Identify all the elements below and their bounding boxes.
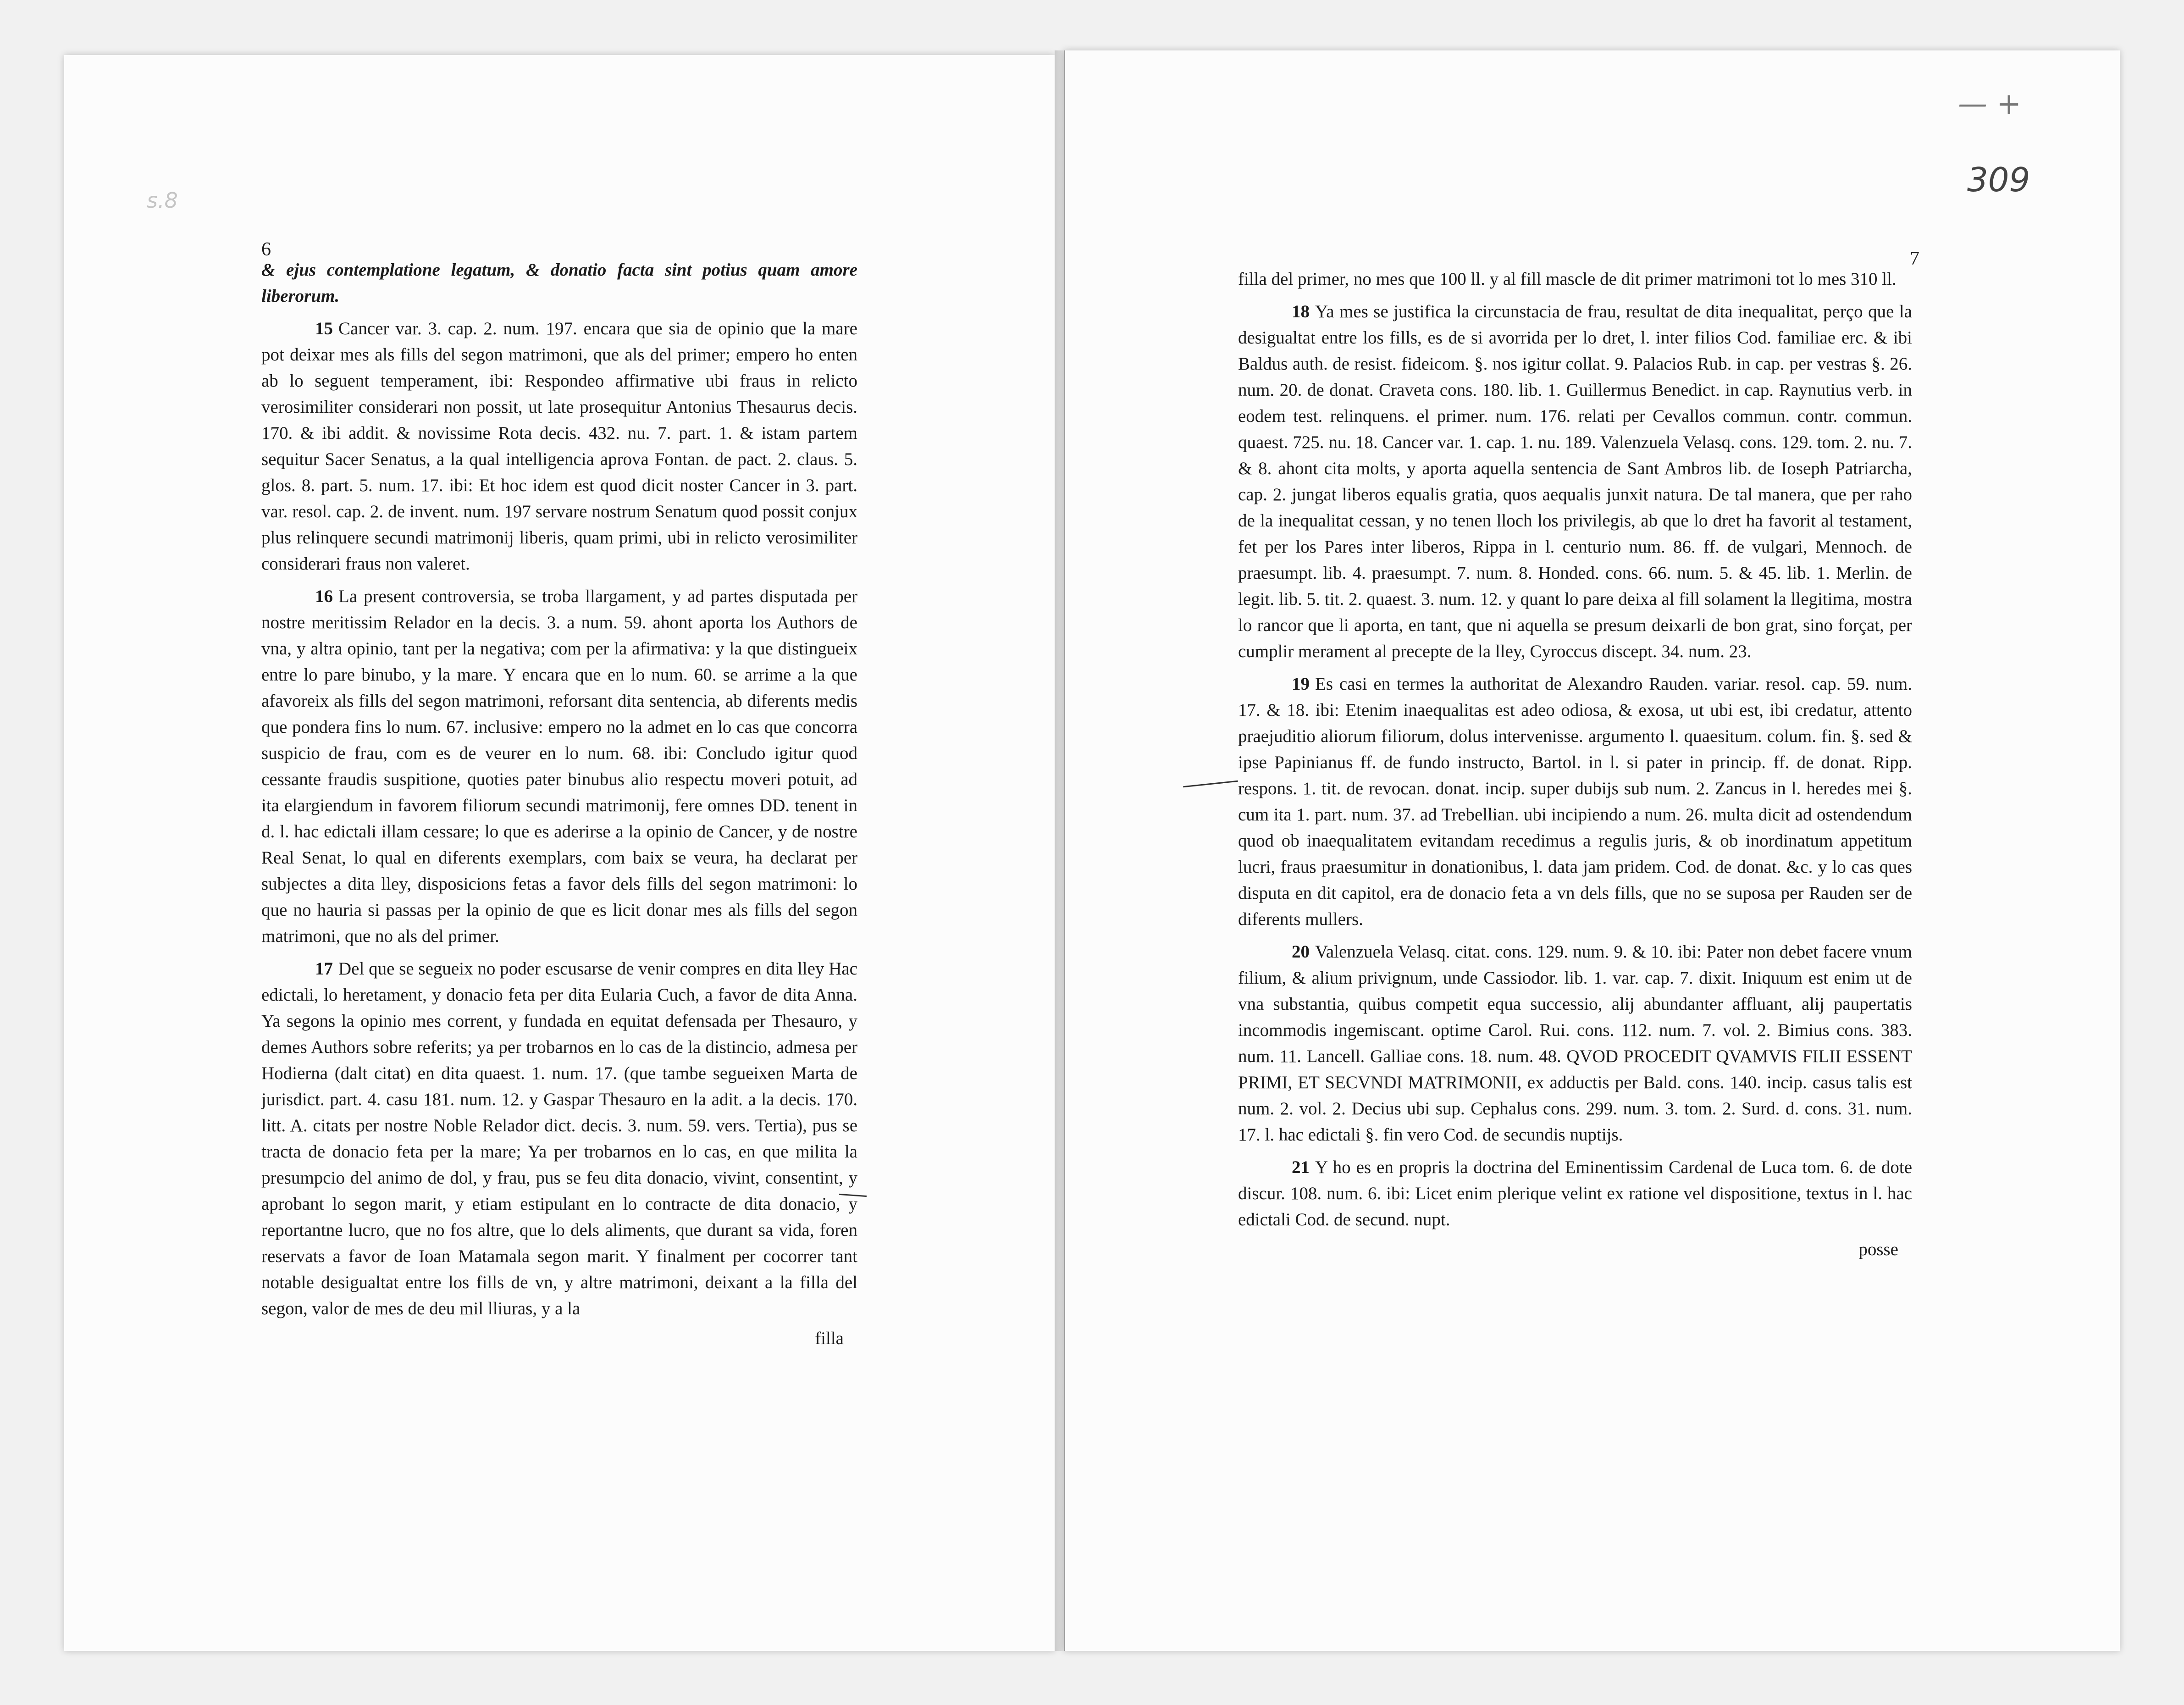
paragraph-18 xyxy=(1238,299,1912,664)
right-page-number: 7 xyxy=(1910,248,1919,269)
paragraph-text: Es casi en termes la authoritat de Alexandro Rauden. variar. resol. cap. 59. num. 17. & 18. ibi: Etenim inaequalitas est adeo odiosa, & exosa, ut ubi est, ibi credatur, attento praejuditio aliorum filiorum, dolus intervenisse. argumento l. quaesitum. colum. fin. §. sed & ipse Papinianus ff. de fundo instructo, Bartol. in l. si pater in princip. ff. de donat. Ripp. respons. 1. tit. de revocan. donat. incip. super dubijs sub num. 2. Zancus in l. heredes mei §. cum ita 1. part. num. 37. ad Trebellian. ubi incipiendo a num. 26. multa dicit ad ostendendum quod ob inaequalitatem evitandam recedimus a regulis juris, & ob inordinatum appetitum lucri, fraus praesumitur in donationibus, l. data jam pridem. Cod. de donat. &c. y lo cas ques disputa en dit capitol, era de donacio feta a vn dels fills, que no se suposa per Rauden ser de diferents mullers. xyxy=(1238,674,1912,929)
paragraph-number: 18 xyxy=(1292,302,1310,321)
paragraph-number: 16 xyxy=(315,587,333,606)
handwritten-faint-note: s.8 xyxy=(147,188,178,213)
handwritten-folio-number: 309 xyxy=(1967,161,2030,199)
paragraph-17 xyxy=(261,956,857,1322)
paragraph-number: 21 xyxy=(1292,1157,1310,1177)
left-catchword: filla xyxy=(815,1329,844,1348)
left-page-text xyxy=(261,257,857,1458)
paragraph-15 xyxy=(261,316,857,577)
paragraph-number: 19 xyxy=(1292,674,1310,694)
paragraph-16 xyxy=(261,583,857,949)
paragraph-text: Valenzuela Velasq. citat. cons. 129. num. 9. & 10. ibi: Pater non debet facere vnum filium, & alium privignum, unde Cassiodor. lib. 1. var. cap. 7. dixit. Iniquum est enim ut de vna substantia, quibus competit equa successio, alij abundanter affluant, alij paupertatis incommodis ingemiscant. optime Carol. Rui. cons. 112. num. 7. vol. 2. Bimius cons. 383. num. 11. Lancell. Galliae cons. 18. num. 48. QVOD PROCEDIT QVAMVIS FILII ESSENT PRIMI, ET SECVNDI MATRIMONII, ex adductis per Bald. cons. 140. incip. casus talis est num. 2. vol. 2. Decius ubi sup. Cephalus cons. 299. num. 3. tom. 2. Surd. d. cons. 31. num. 17. l. hac edictali §. fin vero Cod. de secundis nuptijs. xyxy=(1238,942,1912,1145)
paragraph-text: Ya mes se justifica la circunstacia de frau, resultat de dita inequalitat, perço que la desigualtat entre los fills, es de si avorrida per lo dret, l. inter filios Cod. familiae erc. & ibi Baldus auth. de resist. fideicom. §. nos igitur collat. 9. Palacios Rub. in cap. per vestras §. 26. num. 20. de donat. Craveta cons. 180. lib. 1. Guillermus Benedict. in cap. Raynutius verb. in eodem test. relinquens. el primer. num. 176. relati per Cevallos commun. contr. commun. quaest. 725. nu. 18. Cancer var. 1. cap. 1. nu. 189. Valenzuela Velasq. cons. 129. tom. 2. nu. 7. & 8. ahont cita molts, y aporta aquella sentencia de Sant Ambros lib. de Ioseph Patriarcha, cap. 2. jungat liberos equalis gratia, quos aequalis junxit natura. De tal manera, que per raho de la inequalitat cessan, y no tenen lloch los privilegis, ab que lo dret ha favorit al testament, fet per los Pares inter liberos, Rippa in l. centurio num. 86. ff. de vulgari, Mennoch. de praesumpt. lib. 4. praesumpt. 7. num. 8. Honded. cons. 66. num. 5. & 45. lib. 1. Merlin. de legit. lib. 5. tit. 2. quaest. 3. num. 12. y quant lo pare deixa al fill solament la llegitima, mostra lo rancor que li aporta, en tant, que ni aquella se presum deixarli de bon grat, sino forçat, per cumplir merament al precepte de la lley, Cyroccus discept. 34. num. 23. xyxy=(1238,302,1912,661)
paragraph-21 xyxy=(1238,1154,1912,1233)
left-page-number: 6 xyxy=(261,239,271,260)
paragraph-20 xyxy=(1238,939,1912,1148)
paragraph-number: 15 xyxy=(315,319,333,338)
handwritten-corner-mark: — + xyxy=(1958,87,2021,121)
paragraph-text: Del que se segueix no poder escusarse de venir compres en dita lley Hac edictali, lo heretament, y donacio feta per dita Eularia Cuch, a favor de dita Anna. Ya segons la opinio mes corrent, y fundada en equitat defensada per Thesauro, y demes Authors sobre referits; ya per trobarnos en lo cas de la distincio, admesa per Hodierna (dalt citat) en dita quaest. 1. num. 17. (que tambe segueixen Marta de jurisdict. part. 4. casu 181. num. 12. y Gaspar Thesauro en la adit. a la decis. 170. litt. A. citats per nostre Noble Relador dict. decis. 3. num. 59. vers. Tertia), pus se tracta de donacio feta per la mare; Ya per trobarnos en lo cas, en que milita la presumpcio del animo de dol, y frau, pus se feu dita donacio, vivint, consentint, y aprobant lo segon marit, y etiam estipulant en lo contracte de dita donacio, y reportantne lucro, que no fos altre, que lo dels aliments, que durant sa vida, foren reservats a favor de Ioan Matamala segon marit. Y finalment per cocorrer tant notable desigualtat entre los fills de vn, y altre matrimoni, deixant a la filla del segon, valor de mes de deu mil lliuras, y a la xyxy=(261,959,857,1318)
right-page-text xyxy=(1238,266,1912,1477)
paragraph-number: 20 xyxy=(1292,942,1310,962)
paragraph-text: Cancer var. 3. cap. 2. num. 197. encara que sia de opinio que la mare pot deixar mes als fills del segon matrimoni, que als del primer; empero ho enten ab lo seguent temperament, ibi: Respondeo affirmative ubi fraus in relicto verosimiliter considerari non possit, ut late prosequitur Antonius Thesaurus decis. 170. & ibi addit. & novissime Rota decis. 432. nu. 7. part. 1. & istam partem sequitur Sacer Senatus, a la qual intelligencia aprova Fontan. de pact. 2. claus. 5. glos. 8. part. 5. num. 17. ibi: Et hoc idem est quod dicit noster Cancer in 3. part. var. resol. cap. 2. de invent. num. 197 servare nostrum Senatum quod possit conjux plus relinquere secundi matrimonij liberis, quam primi, ubi in relicto verosimiliter considerari fraus non valeret. xyxy=(261,319,857,574)
left-opening-text: & ejus contemplatione legatum, & donatio facta sint potius quam amore liberorum. xyxy=(261,260,857,306)
right-opening-text: filla del primer, no mes que 100 ll. y al fill mascle de dit primer matrimoni tot lo mes 310 ll. xyxy=(1238,269,1896,289)
paragraph-text: La present controversia, se troba llargament, y ad partes disputada per nostre meritissim Relador en la decis. 3. a num. 59. ahont aporta los Authors de vna, y altra opinio, tant per la negativa; com per la afirmativa: y la que distingueix entre lo pare binubo, y la mare. Y encara que en lo num. 60. se arrime a la que afavoreix als fills del segon matrimoni, reforsant dita sentencia, ab diferents medis que pondera fins lo num. 67. inclusive: empero no la admet en lo cas que concorra suspicio de frau, com es de veurer en lo num. 68. ibi: Concludo igitur quod cessante fraudis suspitione, quoties pater binubus alio respectu moveri potuit, ad ita elargiendum in favorem filiorum secundi matrimonij, fere omnes DD. tenent in d. l. hac edictali illam cessare; lo que es aderirse a la opinio de Cancer, y de nostre Real Senat, lo qual en diferents exemplars, com baix se veura, ha declarat per subjectes a dita lley, disposicions fetas a favor dels fills del segon matrimoni: lo que no hauria si passas per la opinio de que es licit donar mes als fills del segon matrimoni, que no als del primer. xyxy=(261,587,857,946)
paragraph-number: 17 xyxy=(315,959,333,979)
paragraph-19 xyxy=(1238,671,1912,932)
paragraph-text: Y ho es en propris la doctrina del Eminentissim Cardenal de Luca tom. 6. de dote discur. 108. num. 6. ibi: Licet enim plerique velint ex ratione vel dispositione, textus in l. hac edictali Cod. de secund. nupt. xyxy=(1238,1157,1912,1229)
right-catchword: posse xyxy=(1858,1240,1898,1259)
